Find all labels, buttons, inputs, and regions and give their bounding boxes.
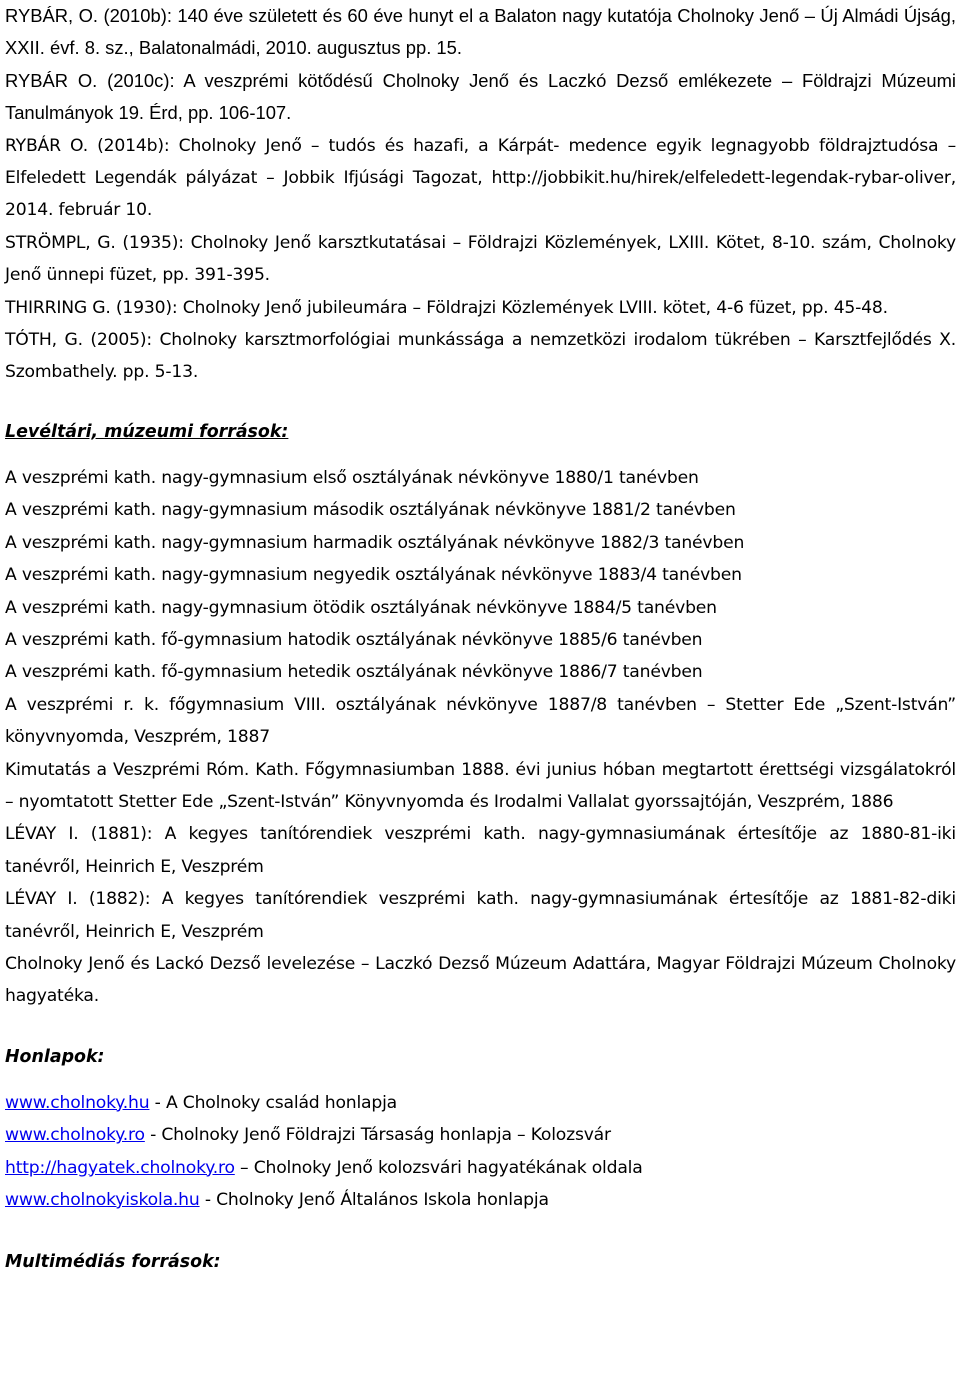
archival-entry: A veszprémi kath. fő-gymnasium hetedik osztályának névkönyve 1886/7 tanévben [5,662,703,683]
archival-entry: A veszprémi kath. fő-gymnasium hatodik osztályának névkönyve 1885/6 tanévben [5,629,703,650]
archival-entry: Cholnoky Jenő és Lackó Dezső levelezése – Laczkó Dezső Múzeum Adattára, Magyar Földrajzi Múzeum Cholnoky hagyatéka. [5,953,956,1007]
websites-heading: Honlapok: [5,1046,105,1067]
archival-entry: LÉVAY I. (1881): A kegyes tanítórendiek veszprémi kath. nagy-gymnasiumának értesítője az 1880-81-iki tanévről, Heinrich E, Veszprém [5,824,956,877]
references-section [5,0,956,389]
archival-entry: A veszprémi kath. nagy-gymnasium ötödik osztályának névkönyve 1884/5 tanévben [5,597,717,618]
website-entry [5,1087,956,1119]
reference-entry: THIRRING G. (1930): Cholnoky Jenő jubileumára – Földrajzi Közlemények LVIII. kötet, 4-6 füzet, pp. 45-48. [5,297,888,318]
website-link[interactable]: www.cholnokyiskola.hu [5,1190,200,1210]
website-entry [5,1119,956,1151]
website-link[interactable]: http://hagyatek.cholnoky.ro [5,1157,235,1178]
document-page [5,0,956,1278]
reference-entry: RYBÁR O. (2010c): A veszprémi kötődésű Cholnoky Jenő és Laczkó Dezső emlékezete – Földrajzi Múzeumi Tanulmányok 19. Érd, pp. 106-107. [5,69,956,124]
website-description: - A Cholnoky család honlapja [149,1092,397,1113]
archival-entry: A veszprémi kath. nagy-gymnasium negyedik osztályának névkönyve 1883/4 tanévben [5,565,742,586]
archival-entry: A veszprémi kath. nagy-gymnasium harmadik osztályának névkönyve 1882/3 tanévben [5,532,745,553]
websites-section [5,1087,956,1217]
archival-entry: LÉVAY I. (1882): A kegyes tanítórendiek veszprémi kath. nagy-gymnasiumának értesítője az 1881-82-diki tanévről, Heinrich E, Veszprém [5,889,956,942]
website-link[interactable]: www.cholnoky.ro [5,1125,145,1146]
archival-section [5,462,956,1013]
reference-entry: TÓTH, G. (2005): Cholnoky karsztmorfológiai munkássága a nemzetközi irodalom tükrében – Karsztfejlődés X. Szombathely. pp. 5-13. [5,330,956,383]
website-description: - Cholnoky Jenő Általános Iskola honlapja [199,1190,549,1210]
multimedia-heading: Multimédiás források: [5,1252,221,1273]
archival-entry: A veszprémi r. k. főgymnasium VIII. osztályának névkönyve 1887/8 tanévben – Stetter Ede „Szent-István” könyvnyomda, Veszprém, 1887 [5,694,956,748]
reference-entry: RYBÁR, O. (2010b): 140 éve született és 60 éve hunyt el a Balaton nagy kutatója Cholnoky Jenő – Új Almádi Újság, XXII. évf. 8. sz., Balatonalmádi, 2010. augusztus pp. 15. [5,5,956,59]
archival-entry: A veszprémi kath. nagy-gymnasium második osztályának névkönyve 1881/2 tanévben [5,500,736,521]
website-description: - Cholnoky Jenő Földrajzi Társaság honlapja – Kolozsvár [144,1125,611,1146]
website-entry [5,1152,956,1184]
archival-entry: Kimutatás a Veszprémi Róm. Kath. Főgymnasiumban 1888. évi junius hóban megtartott érettségi vizsgálatokról – nyomtatott Stetter Ede „Szent-István” Könyvnyomda és Irodalmi Vallalat gyorssajtóján, Veszprém, 1886 [5,759,956,812]
reference-entry: RYBÁR O. (2014b): Cholnoky Jenő – tudós és hazafi, a Kárpát- medence egyik legnagyobb földrajztudósa – Elfeledett Legendák pályázat – Jobbik Ifjúsági Tagozat, http://jobbikit.hu/hirek/elfeledett-legendak-rybar-oliver, 2014. február 10. [5,135,956,221]
website-link[interactable]: www.cholnoky.hu [5,1092,150,1113]
website-description: – Cholnoky Jenő kolozsvári hagyatékának oldala [234,1157,643,1178]
archival-heading: Levéltári, múzeumi források: [5,421,289,442]
archival-entry: A veszprémi kath. nagy-gymnasium első osztályának névkönyve 1880/1 tanévben [5,467,699,488]
website-entry [5,1184,956,1216]
reference-entry: STRÖMPL, G. (1935): Cholnoky Jenő karsztkutatásai – Földrajzi Közlemények, LXIII. Kötet, 8-10. szám, Cholnoky Jenő ünnepi füzet, pp. 391-395. [5,232,956,286]
